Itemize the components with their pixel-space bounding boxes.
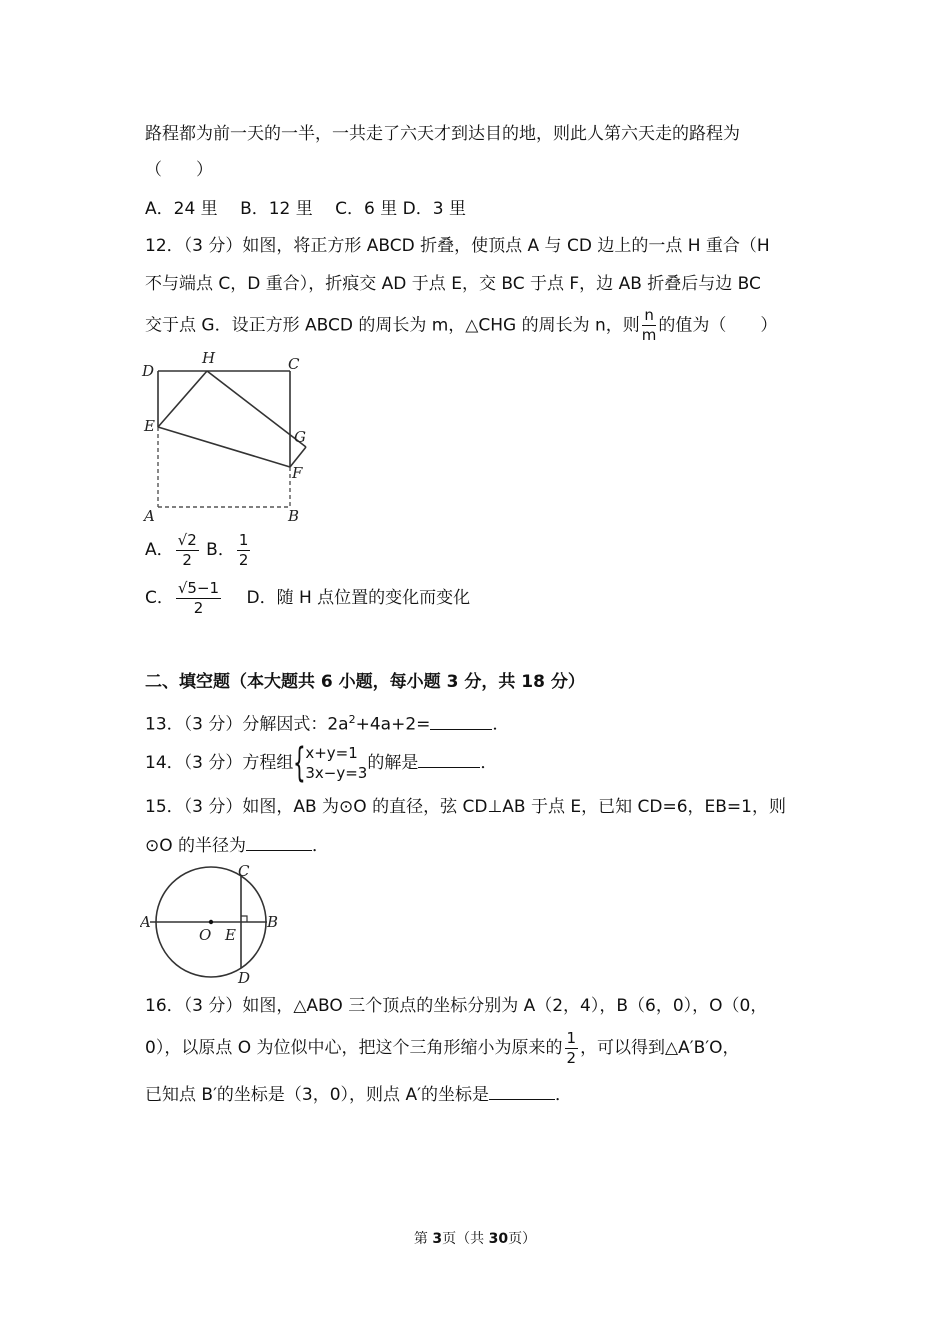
label-c: C: [288, 355, 300, 373]
footer-text: 页（共: [442, 1231, 489, 1247]
label-e: E: [225, 926, 236, 944]
q15-answer-blank[interactable]: [246, 833, 312, 851]
fraction-denominator: 2: [566, 1048, 577, 1067]
q12-fraction: [642, 308, 657, 343]
label-a: A: [144, 507, 155, 525]
footer-text: 页）: [508, 1231, 537, 1247]
q15-text: ⊙O 的半径为: [145, 836, 247, 856]
q12-option-b-label: B．: [206, 540, 235, 560]
label-h: H: [202, 349, 216, 367]
q15-end: ．: [312, 836, 330, 856]
crease-ef: [158, 427, 290, 467]
fold-line-eh: [158, 371, 207, 427]
fraction-numerator: n: [642, 308, 657, 326]
label-c: C: [238, 862, 250, 880]
q14-answer-blank[interactable]: [418, 750, 480, 768]
label-b: B: [267, 913, 279, 931]
q16-text: 0），以原点 O 为位似中心，把这个三角形缩小为原来的: [145, 1038, 563, 1058]
q12-option-c-fraction: [176, 578, 221, 617]
q15-line1: 15．（3 分）如图，AB 为⊙O 的直径，弦 CD⊥AB 于点 E，已知 CD=6，EB=1，则: [145, 797, 786, 817]
label-e: E: [144, 417, 155, 435]
section-heading: 二、填空题（本大题共 6 小题，每小题 3 分，共 18 分）: [145, 672, 585, 692]
q13-text-post: +4a+2=: [355, 714, 431, 735]
footer-text: 第: [413, 1231, 433, 1247]
label-d: D: [142, 362, 155, 380]
q11-options: A．24 里 B．12 里 C．6 里 D．3 里: [145, 199, 466, 219]
q14-equation-2: 3x−y=3: [305, 764, 368, 782]
q12-option-d: D．随 H 点位置的变化而变化: [246, 588, 471, 608]
fraction-denominator: 2: [193, 598, 204, 617]
q14-equation-system: [293, 740, 368, 786]
q14-equation-1: x+y=1: [305, 744, 358, 762]
fraction-numerator: 1: [566, 1028, 577, 1047]
q12-line3: [145, 308, 777, 343]
q15-line2: [145, 833, 329, 858]
page-footer: [0, 1228, 950, 1248]
q12-figure: [140, 345, 320, 525]
q14-text: 14．（3 分）方程组: [145, 753, 294, 773]
q12-options-cd: [145, 580, 470, 616]
q13-answer-blank[interactable]: [430, 712, 492, 730]
page-number: 3: [432, 1231, 443, 1247]
q11-text-line1: 路程都为前一天的一半，一共走了六天才到达目的地，则此人第六天走的路程为: [145, 124, 740, 144]
q14-end: ．: [480, 753, 498, 773]
q13: [145, 708, 509, 737]
q13-exponent: 2: [348, 713, 356, 726]
q12-line3-post: 的值为（ ）: [658, 315, 778, 336]
q12-line2: 不与端点 C，D 重合），折痕交 AD 于点 E，交 BC 于点 F，边 AB 折叠后与边 BC: [145, 274, 761, 294]
page-total: 30: [488, 1231, 509, 1247]
q12-option-a-label: A．: [145, 540, 174, 560]
q12-line3-pre: 交于点 G．设正方形 ABCD 的周长为 m，△CHG 的周长为 n，则: [145, 315, 640, 336]
q16-answer-blank[interactable]: [489, 1082, 555, 1100]
label-f: F: [292, 464, 303, 482]
q12-option-c-label: C．: [145, 588, 174, 608]
q12-option-b-fraction: [237, 530, 251, 569]
q13-end: ．: [492, 714, 510, 735]
q12-options-ab: [145, 532, 252, 568]
fraction-numerator: √5−1: [177, 578, 220, 597]
label-b: B: [288, 507, 300, 525]
q15-figure: [140, 860, 290, 990]
q12-line1: 12．（3 分）如图，将正方形 ABCD 折叠，使顶点 A 与 CD 边上的一点 H 重合（H: [145, 236, 770, 256]
q14-text-post: 的解是: [367, 753, 419, 773]
label-g: G: [294, 428, 306, 446]
fraction-denominator: 2: [182, 550, 192, 569]
fraction-numerator: √2: [177, 530, 197, 549]
q16-text: 已知点 B′的坐标是（3，0），则点 A′的坐标是: [145, 1085, 489, 1105]
fraction-denominator: m: [641, 326, 657, 344]
right-angle-mark: [241, 916, 247, 922]
center-point: [209, 920, 213, 924]
brace-icon: {: [293, 740, 307, 786]
q16-text-post: ，可以得到△A′B′O，: [580, 1038, 740, 1058]
label-d: D: [238, 969, 251, 987]
label-a: A: [140, 913, 151, 931]
q16-line1: 16．（3 分）如图，△ABO 三个顶点的坐标分别为 A（2，4），B（6，0），O（0，: [145, 996, 768, 1016]
fraction-denominator: 2: [238, 550, 249, 569]
q11-text-line2: （ ）: [145, 160, 213, 180]
q12-option-a-fraction: [176, 530, 199, 569]
q16-end: ．: [554, 1085, 572, 1105]
q16-fraction: [565, 1028, 579, 1067]
q13-text: 13．（3 分）分解因式：2a: [145, 714, 349, 735]
fraction-numerator: 1: [238, 530, 249, 549]
fold-line-hg: [207, 371, 306, 447]
q14: [145, 741, 497, 785]
label-o: O: [199, 926, 212, 944]
q16-line2: [145, 1030, 740, 1066]
q16-line3: [145, 1082, 572, 1107]
